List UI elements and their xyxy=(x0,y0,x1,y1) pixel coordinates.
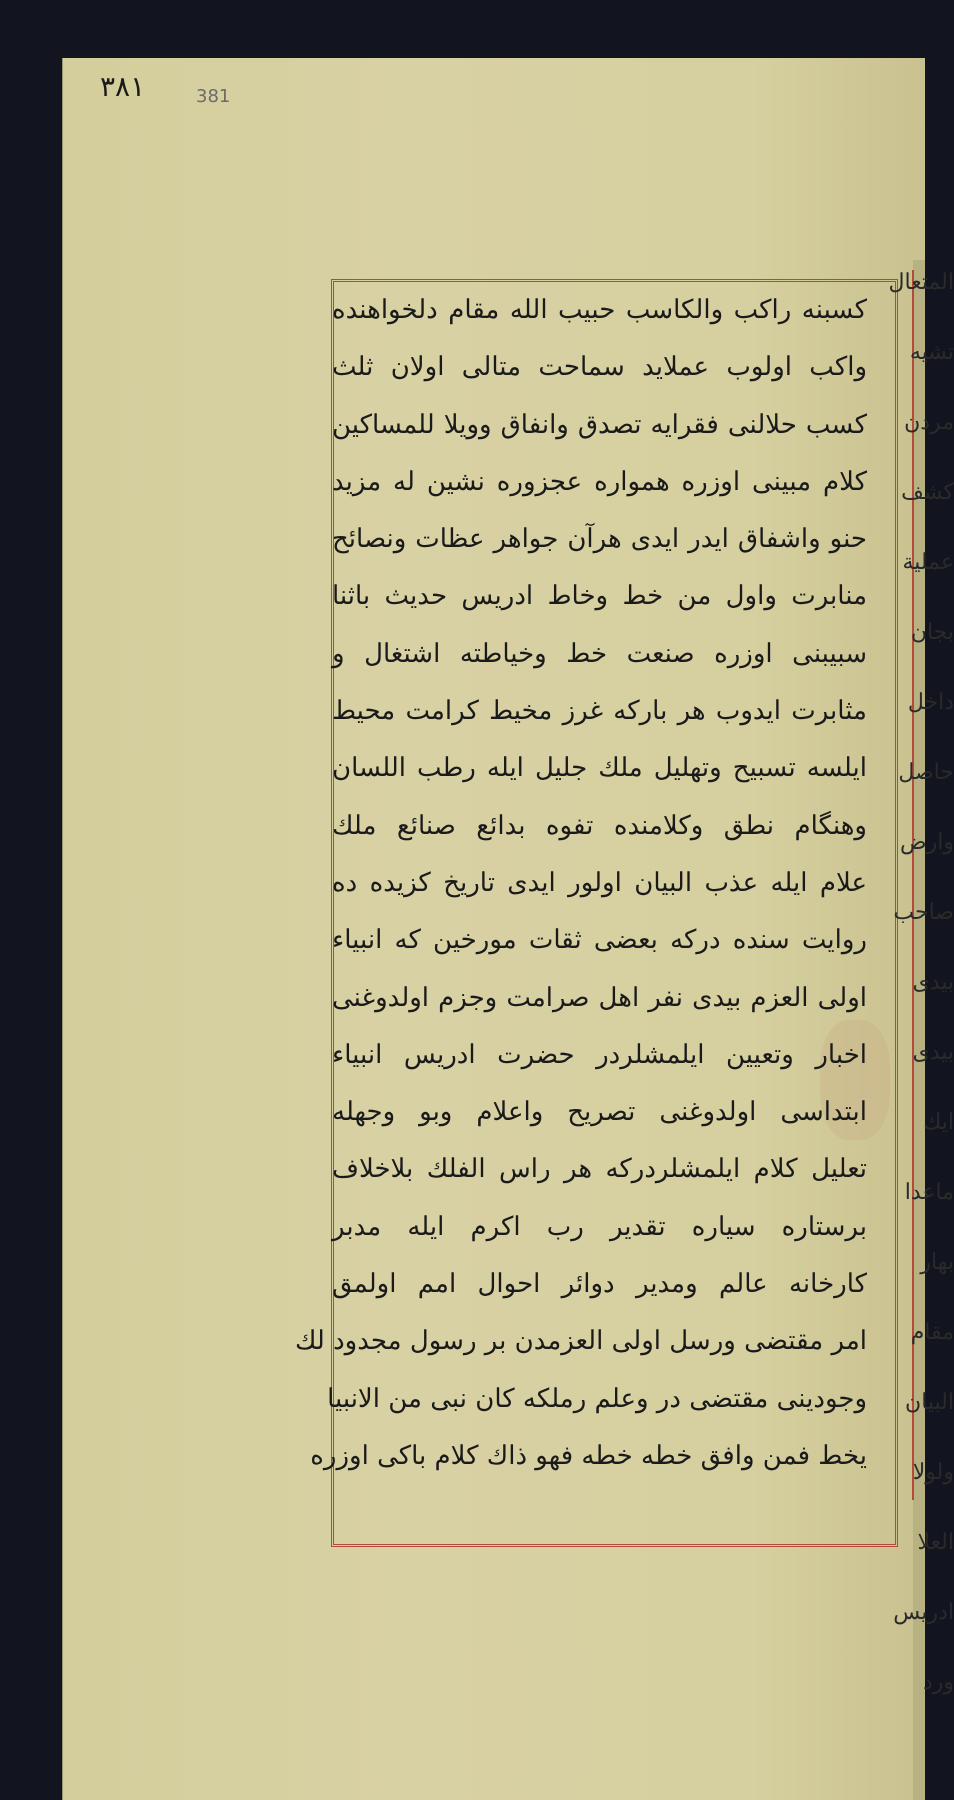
margin-line: العلا xyxy=(917,1530,954,1555)
margin-column xyxy=(888,270,954,1695)
margin-line: ادريس xyxy=(893,1600,954,1625)
text-line: امر مقتضى ورسل اولى العزمدن بر رسول مجدود لك xyxy=(295,1326,867,1357)
margin-line: المتعال xyxy=(888,270,954,295)
folio-number-arabic: ٣٨١ xyxy=(100,70,146,103)
text-line: كسبنه راكب والكاسب حبيب الله مقام دلخواهنده xyxy=(332,295,867,325)
text-line: حنو واشفاق ايدر ايدى هرآن جواهر عظات ونصائح xyxy=(332,524,867,555)
margin-line: بهار xyxy=(920,1250,954,1275)
text-line: كارخانه عالم ومدير دوائر احوال امم اولمق xyxy=(332,1269,867,1300)
margin-line: بيدى xyxy=(912,1040,954,1065)
margin-line: ايك xyxy=(923,1110,954,1135)
text-line: يخط فمن وافق خطه خطه فهو ذاك كلام باكى اوزره xyxy=(310,1440,867,1471)
text-line: علام ايله عذب البيان اولور ايدى تاريخ كزيده ده xyxy=(332,867,867,898)
text-line: كسب حلالنى فقرايه تصدق وانفاق وويلا للمساكين xyxy=(332,409,867,440)
margin-line: مقام xyxy=(910,1320,954,1345)
text-line: وجودينى مقتضى در وعلم رملكه كان نبى من الانبيا xyxy=(327,1383,867,1414)
text-line: واكب اولوب عملايد سماحت متالى اولان ثلث xyxy=(332,352,867,383)
main-text-block xyxy=(295,282,867,1544)
margin-line: ولولا xyxy=(912,1460,954,1485)
margin-line: حاصل xyxy=(898,760,954,785)
margin-line: البيان xyxy=(905,1390,954,1415)
text-line: روايت سنده دركه بعضى ثقات مورخين كه انبياء xyxy=(332,925,867,956)
folio-number-pencil: 381 xyxy=(196,86,231,107)
margin-line: بجان xyxy=(910,620,954,645)
margin-line: صاحب xyxy=(893,900,954,925)
text-line: منابرت واول من خط وخاط ادريس حديث باثنا xyxy=(332,581,867,612)
text-line: وهنگام نطق وكلامنده تفوه بدائع صنائع ملك xyxy=(332,810,867,841)
margin-line: مردن xyxy=(904,410,954,435)
text-line: سبيبنى اوزره صنعت خط وخياطته اشتغال و xyxy=(332,638,867,669)
margin-line: كشف xyxy=(901,480,954,505)
margin-line: داخل xyxy=(907,690,954,715)
margin-line: عملية xyxy=(902,550,954,575)
margin-line: ورد xyxy=(922,1670,954,1695)
text-line: اخبار وتعيين ايلمشلردر حضرت ادريس انبياء xyxy=(332,1039,867,1070)
text-line: اولى العزم بيدى نفر اهل صرامت وجزم اولدوغنى xyxy=(332,982,867,1013)
text-line: ايلسه تسبيح وتهليل ملك جليل ايله رطب اللسان xyxy=(332,753,867,784)
text-line: مثابرت ايدوب هر باركه غرز مخيط كرامت محيط xyxy=(332,696,867,727)
text-line: برستاره سياره تقدير رب اكرم ايله مدبر xyxy=(332,1211,867,1242)
text-line: ابتداسى اولدوغنى تصريح واعلام وبو وجهله xyxy=(332,1097,867,1128)
margin-line: بيدى xyxy=(912,970,954,995)
margin-line: تشيه xyxy=(909,340,954,365)
margin-line: ماعدا xyxy=(904,1180,954,1205)
text-line: كلام مبينى اوزره همواره عجزوره نشين له مزيد xyxy=(332,466,867,497)
margin-line: وارض xyxy=(900,830,954,855)
text-line: تعليل كلام ايلمشلردركه هر راس الفلك بلاخلاف xyxy=(332,1154,867,1185)
